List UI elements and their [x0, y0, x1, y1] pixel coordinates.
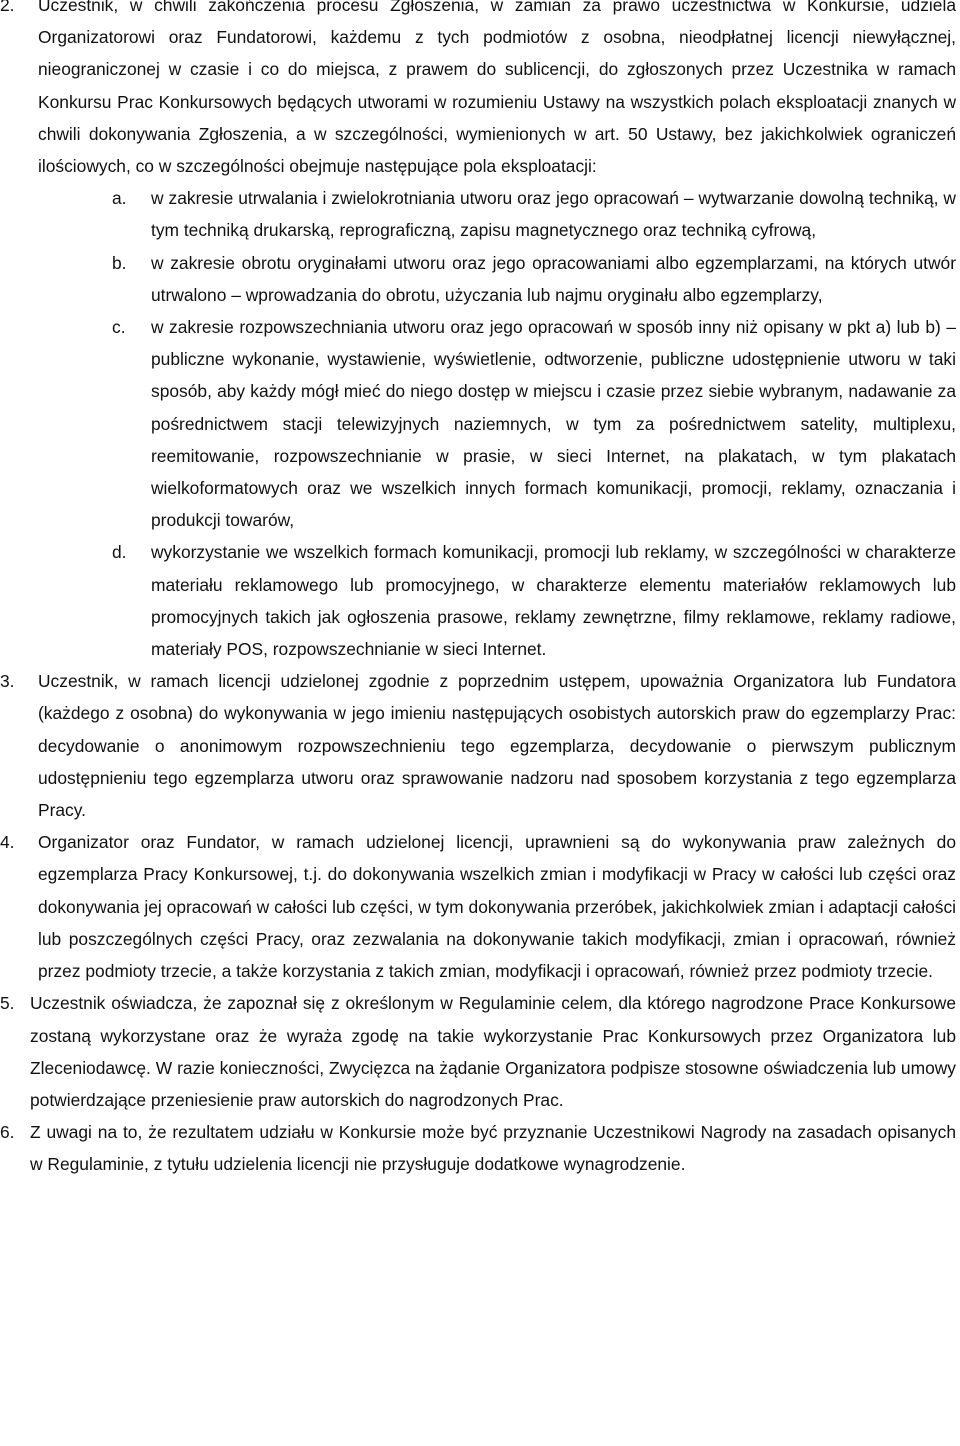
subclause-letter: c. — [112, 317, 126, 338]
subclause-text: wykorzystanie we wszelkich formach komunikacji, promocji lub reklamy, w szczególności w charakterze materiału reklamowego lub promocyjnego, w charakterze elementu materiałów reklamowych lub promocyjnych takich jak ogłoszenia prasowe, reklamy zewnętrzne, filmy reklamowe, reklamy radiowe, materiały POS, rozpowszechnianie w sieci Internet. — [151, 542, 956, 660]
subclause-letter: d. — [112, 542, 127, 563]
clause-4 — [0, 826, 956, 987]
subclause-text: w zakresie rozpowszechniania utworu oraz jego opracowań w sposób inny niż opisany w pkt a) lub b) – publiczne wykonanie, wystawienie, wyświetlenie, odtworzenie, publiczne udostępnienie utworu w taki sposób, aby każdy mógł mieć do niego dostęp w miejscu i czasie przez siebie wybranym, nadawanie za pośrednictwem stacji telewizyjnych naziemnych, w tym za pośrednictwem satelity, multiplexu, reemitowanie, rozpowszechnianie w prasie, w sieci Internet, na plakatach, w tym plakatach wielkoformatowych oraz we wszelkich innych formach komunikacji, promocji, reklamy, oznaczania i produkcji towarów, — [151, 317, 956, 531]
clause-number: 3. — [0, 671, 15, 692]
clause-number: 4. — [0, 832, 15, 853]
subclause-b — [0, 247, 956, 311]
clause-3 — [0, 665, 956, 826]
clause-number: 6. — [0, 1122, 15, 1143]
clause-2 — [0, 0, 956, 182]
subclause-c — [0, 311, 956, 536]
clause-number: 5. — [0, 993, 15, 1014]
subclause-letter: b. — [112, 252, 127, 273]
clause-text: Organizator oraz Fundator, w ramach udzielonej licencji, uprawnieni są do wykonywania praw zależnych do egzemplarza Pracy Konkursowej, t.j. do dokonywania wszelkich zmian i modyfikacji w Pracy w całości lub części oraz dokonywania jej opracowań w całości lub części, w tym dokonywania przeróbek, jakichkolwiek zmian i adaptacji całości lub poszczególnych części Pracy, oraz zezwalania na dokonywanie takich modyfikacji, zmian i opracowań, również przez podmioty trzecie, a także korzystania z takich zmian, modyfikacji i opracowań, również przez podmioty trzecie. — [38, 832, 956, 982]
clause-6 — [0, 1116, 956, 1180]
clause-text: Uczestnik, w chwili zakończenia procesu Zgłoszenia, w zamian za prawo uczestnictwa w Konkursie, udziela Organizatorowi oraz Fundatorowi, każdemu z tych podmiotów z osobna, nieodpłatnej licencji niewyłącznej, nieograniczonej w czasie i co do miejsca, z prawem do sublicencji, do zgłoszonych przez Uczestnika w ramach Konkursu Prac Konkursowych będących utworami w rozumieniu Ustawy na wszystkich polach eksploatacji znanych w chwili dokonywania Zgłoszenia, a w szczególności, wymienionych w art. 50 Ustawy, bez jakichkolwiek ograniczeń ilościowych, co w szczególności obejmuje następujące pola eksploatacji: — [38, 0, 956, 177]
clause-text: Uczestnik, w ramach licencji udzielonej zgodnie z poprzednim ustępem, upoważnia Organizatora lub Fundatora (każdego z osobna) do wykonywania w jego imieniu następujących osobistych autorskich praw do egzemplarzy Prac: decydowanie o anonimowym rozpowszechnieniu tego egzemplarza, decydowanie o pierwszym publicznym udostępnieniu tego egzemplarza utworu oraz sprawowanie nadzoru nad sposobem korzystania z tego egzemplarza Pracy. — [38, 671, 956, 821]
clause-number: 2. — [0, 0, 15, 15]
subclause-text: w zakresie utrwalania i zwielokrotniania utworu oraz jego opracowań – wytwarzanie dowolną techniką, w tym techniką drukarską, reprograficzną, zapisu magnetycznego oraz techniką cyfrową, — [151, 188, 956, 241]
exploitation-fields-list — [0, 182, 956, 665]
clause-5 — [0, 987, 956, 1116]
subclause-letter: a. — [112, 188, 127, 209]
clause-text: Z uwagi na to, że rezultatem udziału w Konkursie może być przyznanie Uczestnikowi Nagrody na zasadach opisanych w Regulaminie, z tytułu udzielenia licencji nie przysługuje dodatkowe wynagrodzenie. — [30, 1122, 956, 1175]
subclause-a — [0, 182, 956, 246]
subclause-text: w zakresie obrotu oryginałami utworu oraz jego opracowaniami albo egzemplarzami, na których utwór utrwalono – wprowadzania do obrotu, użyczania lub najmu oryginału albo egzemplarzy, — [151, 252, 956, 305]
subclause-d — [0, 536, 956, 665]
clause-text: Uczestnik oświadcza, że zapoznał się z określonym w Regulaminie celem, dla którego nagrodzone Prace Konkursowe zostaną wykorzystane oraz że wyraża zgodę na takie wykorzystanie Prac Konkursowych przez Organizatora lub Zleceniodawcę. W razie konieczności, Zwycięzca na żądanie Organizatora podpisze stosowne oświadczenia lub umowy potwierdzające przeniesienie praw autorskich do nagrodzonych Prac. — [30, 993, 956, 1110]
